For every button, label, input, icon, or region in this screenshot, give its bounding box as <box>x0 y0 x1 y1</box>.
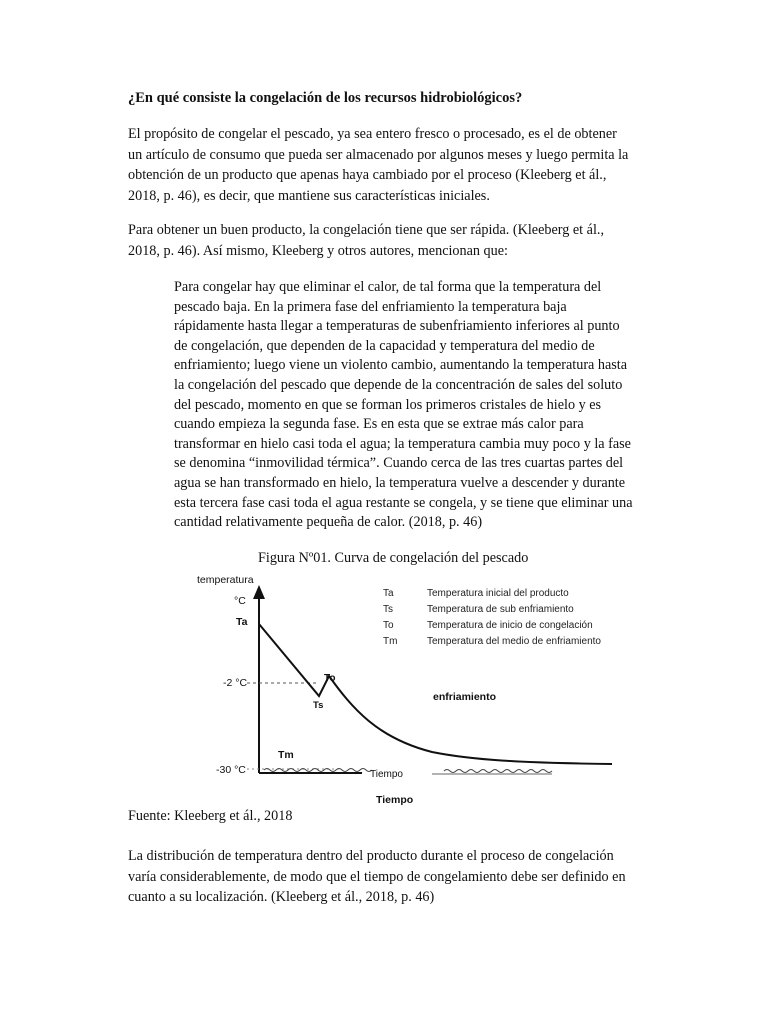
quote-line: la congelación del pescado que depende de la concentración de sales del soluto <box>174 376 623 393</box>
freezing-curve-figure <box>192 568 632 814</box>
legend-text: Temperatura de sub enfriamiento <box>427 604 574 615</box>
tick-minus30-label: -30 °C <box>216 764 246 776</box>
legend-key: Ta <box>383 588 394 599</box>
legend-key: To <box>383 620 394 631</box>
tick-minus2-label: -2 °C <box>223 677 248 689</box>
paragraph-line: obtención de un producto que apenas haya cambiado por el proceso (Kleeberg et ál., <box>128 167 607 183</box>
figure-source: Fuente: Kleeberg et ál., 2018 <box>128 808 293 824</box>
paragraph-line: 2018, p. 46), es decir, que mantiene sus características iniciales. <box>128 187 490 204</box>
quote-line: agua se han transformado en hielo, la temperatura vuelve a descender y durante <box>174 474 626 491</box>
quote-line: cuando empieza la segunda fase. Es en esta que se extrae más calor para <box>174 416 584 433</box>
quote-line: enfriamiento; luego viene un violento cambio, aumentando la temperatura hasta <box>174 357 628 374</box>
quote-line: Para congelar hay que eliminar el calor, de tal forma que la temperatura del <box>174 279 602 295</box>
freezing-curve-diagram <box>192 568 632 814</box>
legend-text: Temperatura inicial del producto <box>427 588 569 599</box>
quote-line: transformar en hielo casi toda el agua; la temperatura cambia muy poco y la fase <box>174 435 631 452</box>
paragraph-line: 2018, p. 46). Así mismo, Kleeberg y otros autores, mencionan que: <box>128 242 508 259</box>
paragraph-line: Para obtener un buen producto, la congelación tiene que ser rápida. (Kleeberg et ál., <box>128 222 605 238</box>
quote-line: pescado baja. En la primera fase del enfriamiento la temperatura baja <box>174 298 567 315</box>
y-axis-title: temperatura <box>197 574 254 586</box>
quote-line: rápidamente hasta llegar a temperaturas de subenfriamiento inferiores al punto <box>174 318 620 335</box>
paragraph-distribution <box>128 846 680 908</box>
quote-line: esta tercera fase casi toda el agua restante se congela, y se tiene que eliminar una <box>174 494 633 511</box>
paragraph-purpose <box>128 124 680 206</box>
legend <box>383 588 601 647</box>
block-quote <box>174 278 684 533</box>
point-ta-label: Ta <box>236 616 248 628</box>
paragraph-fast-freezing <box>128 220 680 261</box>
paragraph-line: El propósito de congelar el pescado, ya sea entero fresco o procesado, es el de obtener <box>128 126 617 142</box>
paragraph-line: varía considerablemente, de modo que el tiempo de congelamiento debe ser definido en <box>128 868 626 885</box>
point-ts-label: Ts <box>313 700 324 711</box>
section-heading: ¿En qué consiste la congelación de los recursos hidrobiológicos? <box>128 90 523 106</box>
quote-line: cantidad relativamente pequeña de calor. (2018, p. 46) <box>174 514 483 531</box>
enfriamiento-label: enfriamiento <box>433 691 497 703</box>
x-inline-label: Tiempo <box>370 769 403 780</box>
point-to-label: To <box>324 673 336 684</box>
quote-line: se denomina “inmovilidad térmica”. Cuando cerca de las tres cuartas partes del <box>174 455 624 472</box>
y-axis-arrow <box>253 585 265 599</box>
figure-caption: Figura Nº01. Curva de congelación del pescado <box>258 550 529 566</box>
tm-label: Tm <box>278 749 294 761</box>
legend-key: Tm <box>383 636 398 647</box>
x-axis-title: Tiempo <box>376 794 414 806</box>
paragraph-line: La distribución de temperatura dentro del producto durante el proceso de congelación <box>128 848 614 864</box>
paragraph-line: un artículo de consumo que pueda ser almacenado por algunos meses y luego permita la <box>128 146 629 163</box>
legend-text: Temperatura del medio de enfriamiento <box>427 636 601 647</box>
legend-text: Temperatura de inicio de congelación <box>427 620 593 631</box>
quote-line: del pescado, momento en que se forman los primeros cristales de hielo y es <box>174 396 602 413</box>
cooling-medium-wave-right <box>444 770 552 773</box>
y-unit-label: °C <box>234 595 246 607</box>
paragraph-line: cuanto a su localización. (Kleeberg et ál., 2018, p. 46) <box>128 889 435 905</box>
legend-key: Ts <box>383 604 393 615</box>
quote-line: de congelación, que dependen de la capacidad y temperatura del medio de <box>174 337 595 354</box>
